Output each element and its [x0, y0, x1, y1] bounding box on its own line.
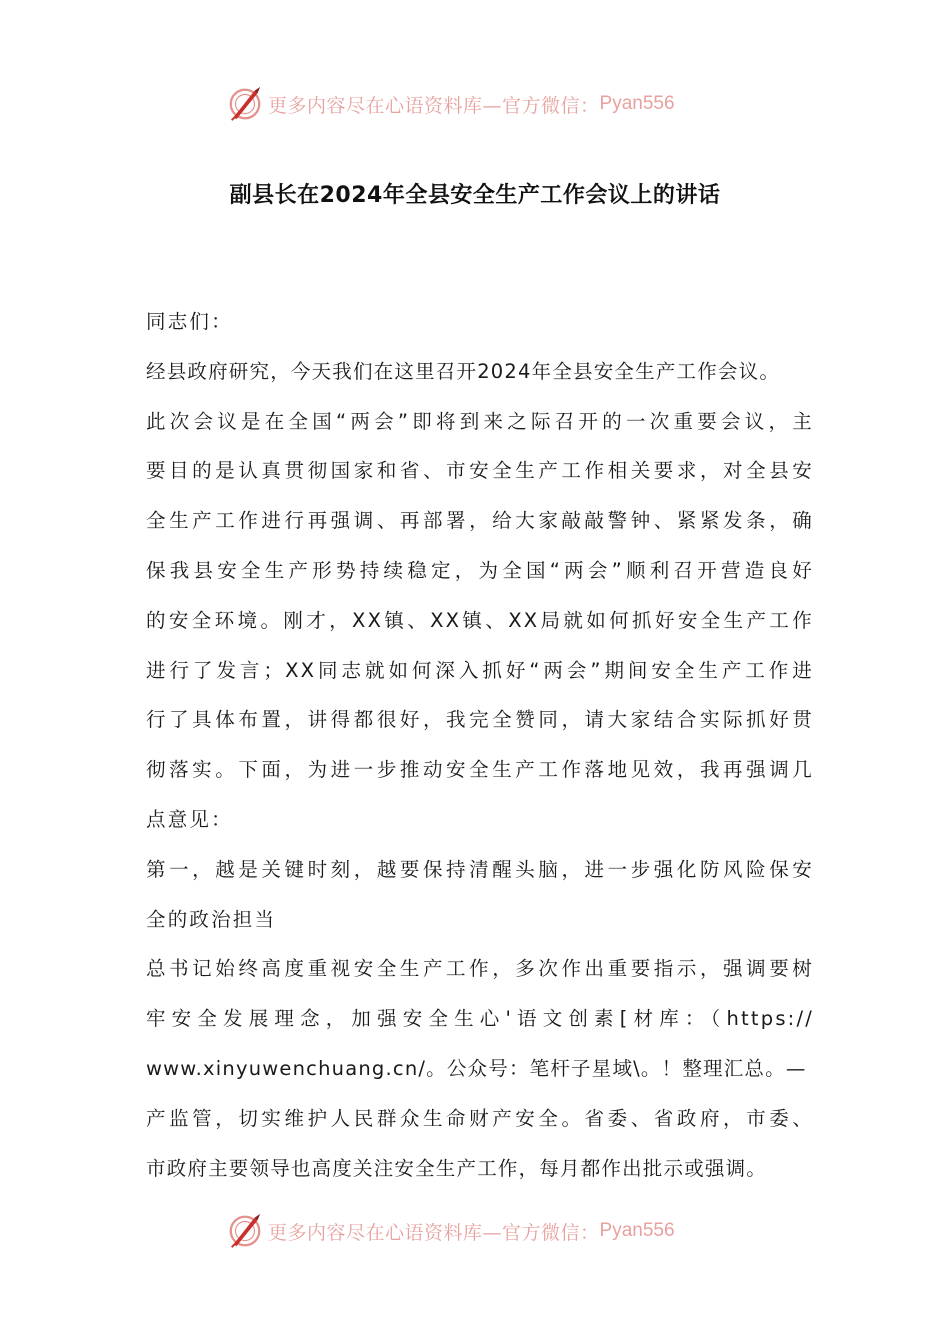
document-title: 副县长在2024年全县安全生产工作会议上的讲话: [229, 183, 721, 208]
body-line: 的安全环境。刚才，XX镇、XX镇、XX局就如何抓好安全生产工作: [146, 608, 814, 632]
quill-logo-icon: [226, 85, 264, 123]
body-line: 要目的是认真贯彻国家和省、市安全生产工作相关要求，对全县安: [146, 459, 814, 483]
salutation-line: 同志们：: [146, 310, 233, 333]
watermark-text: 更多内容尽在心语资料库—官方微信：: [268, 94, 600, 117]
watermark-wechat-id: Pyan556: [599, 93, 675, 114]
body-line: 点意见：: [146, 807, 233, 831]
body-line: 总书记始终高度重视安全生产工作，多次作出重要指示，强调要树: [146, 957, 814, 981]
watermark-text: 更多内容尽在心语资料库—官方微信：: [268, 1221, 600, 1244]
body-line: 全生产工作进行再强调、再部署，给大家敲敲警钟、紧紧发条，确: [146, 509, 814, 533]
body-line: 经县政府研究，今天我们在这里召开2024年全县安全生产工作会议。: [146, 359, 781, 383]
section-heading-line: 第一，越是关键时刻，越要保持清醒头脑，进一步强化防风险保安: [146, 857, 814, 881]
body-line: 牢安全发展理念，加强安全生心'语文创素[材库：（https://: [146, 1007, 814, 1031]
body-line: 行了具体布置，讲得都很好，我完全赞同，请大家结合实际抓好贯: [146, 708, 814, 732]
body-line: 保我县安全生产形势持续稳定，为全国“两会”顺利召开营造良好: [146, 558, 814, 582]
body-line: 市政府主要领导也高度关注安全生产工作，每月都作出批示或强调。: [146, 1156, 768, 1180]
quill-logo-icon: [226, 1212, 264, 1250]
section-heading-line: 全的政治担当: [146, 907, 277, 931]
body-line: 此次会议是在全国“两会”即将到来之际召开的一次重要会议，主: [146, 409, 814, 433]
body-line: 产监管，切实维护人民群众生命财产安全。省委、省政府，市委、: [146, 1106, 814, 1130]
body-line: 进行了发言；XX同志就如何深入抓好“两会”期间安全生产工作进: [146, 658, 814, 682]
header-watermark: [226, 84, 675, 124]
document-body: [146, 297, 814, 1193]
watermark-wechat-id: Pyan556: [599, 1220, 675, 1241]
body-line: 彻落实。下面，为进一步推动安全生产工作落地见效，我再强调几: [146, 758, 814, 782]
body-line: www.xinyuwenchuang.cn/。公众号：笔杆子星域\。！整理汇总。—: [146, 1056, 807, 1080]
footer-watermark: [226, 1211, 675, 1251]
